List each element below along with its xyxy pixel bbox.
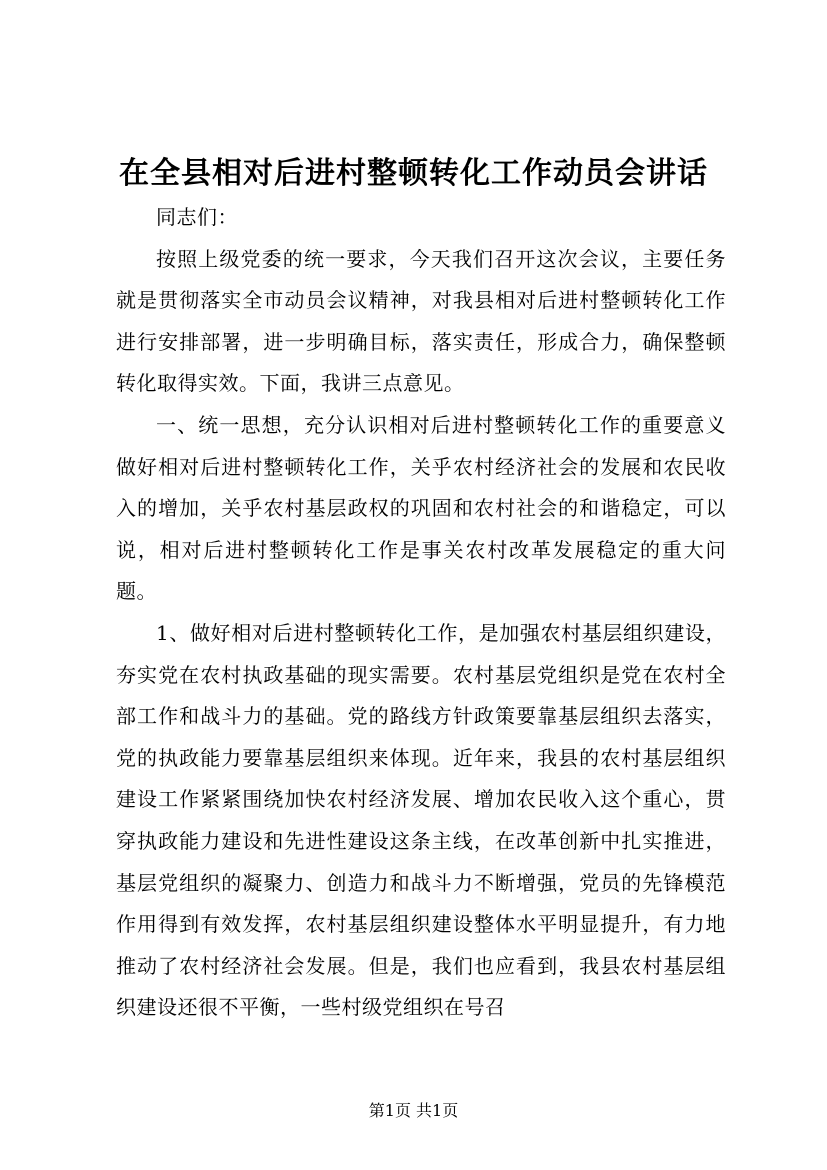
page-footer: 第1页 共1页: [368, 1101, 459, 1120]
body-paragraph: 1、做好相对后进村整顿转化工作，是加强农村基层组织建设，夯实党在农村执政基础的现实需要。农村基层党组织是党在农村全部工作和战斗力的基础。党的路线方针政策要靠基层组织去落实，党的执政能力要靠基层组织来体现。近年来，我县的农村基层组织建设工作紧紧围绕加快农村经济发展、增加农民收入这个重心，贯穿执政能力建设和先进性建设这条主线，在改革创新中扎实推进，基层党组织的凝聚力、创造力和战斗力不断增强，党员的先锋模范作用得到有效发挥，农村基层组织建设整体水平明显提升，有力地推动了农村经济社会发展。但是，我们也应看到，我县农村基层组织建设还很不平衡，一些村级党组织在号召: [116, 620, 726, 1020]
document-title: 在全县相对后进村整顿转化工作动员会讲话: [119, 156, 708, 191]
document-body: [116, 197, 726, 1029]
salutation-paragraph: 同志们：: [156, 205, 238, 229]
body-paragraph: 按照上级党委的统一要求，今天我们召开这次会议，主要任务就是贯彻落实全市动员会议精神，对我县相对后进村整顿转化工作进行安排部署，进一步明确目标，落实责任，形成合力，确保整顿转化取得实效。下面，我讲三点意见。: [116, 246, 726, 396]
body-paragraph: 一、统一思想，充分认识相对后进村整顿转化工作的重要意义做好相对后进村整顿转化工作，关乎农村经济社会的发展和农民收入的增加，关乎农村基层政权的巩固和农村社会的和谐稳定，可以说，相对后进村整顿转化工作是事关农村改革发展稳定的重大问题。: [116, 412, 726, 604]
